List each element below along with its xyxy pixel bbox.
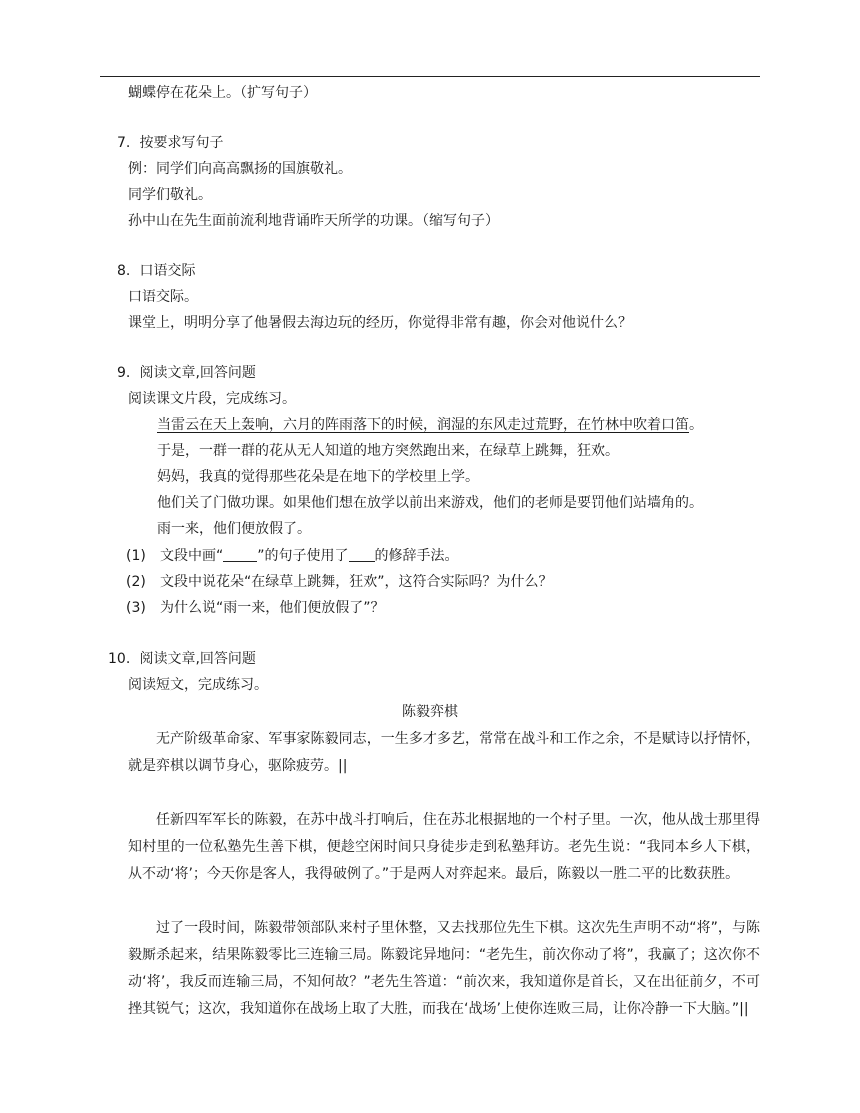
- header-rule: [100, 76, 760, 77]
- article-paragraph: 无产阶级革命家、军事家陈毅同志，一生多才多艺，常常在战斗和工作之余，不是赋诗以抒情怀，就是弈棋以调节身心，驱除疲劳。||: [128, 731, 760, 774]
- q9-intro: 阅读课文片段，完成练习。: [128, 391, 296, 407]
- sub-text: 为什么说“雨一来，他们便放假了”？: [160, 600, 385, 616]
- sub-number: (2): [126, 574, 146, 590]
- sub-text: 文段中说花朵“在绿草上跳舞，狂欢”，这符合实际吗？为什么？: [160, 574, 553, 590]
- answer-blank[interactable]: [349, 547, 375, 562]
- q7-line: 例：同学们向高高飘扬的国旗敬礼。: [128, 161, 352, 177]
- question-8-heading: [117, 261, 195, 281]
- sub-number: (1): [126, 548, 146, 564]
- sub-text: 文段中画“: [160, 548, 224, 564]
- q9-passage-line: 他们关了门做功课。如果他们想在放学以前出来游戏，他们的老师是要罚他们站墙角的。: [157, 495, 703, 511]
- article-paragraph: 过了一段时间，陈毅带领部队来村子里休整，又去找那位先生下棋。这次先生声明不动“将”，与陈毅厮杀起来，结果陈毅零比三连输三局。陈毅诧异地问：“老先生，前次你动了将”，我赢了；这次你不动‘将’，我反而连输三局，不知何故？”老先生答道：“前次来，我知道你是首长，又在出征前夕，不可挫其锐气；这次，我知道你在战场上取了大胜，而我在‘战场’上使你连败三局，让你冷静一下大脑。”||: [128, 920, 760, 1017]
- q9-passage-line: 雨一来，他们便放假了。: [157, 521, 311, 537]
- q9-sub-3: [126, 598, 385, 618]
- question-7-heading: [117, 133, 223, 153]
- q9-sub-1: [126, 546, 459, 566]
- sub-text: ”的句子使用了: [257, 548, 349, 564]
- sentence-end: 。: [689, 417, 703, 433]
- article-paragraph: 任新四军军长的陈毅，在苏中战斗打响后，住在苏北根据地的一个村子里。一次，他从战士那里得知村里的一位私塾先生善下棋，便趁空闲时间只身徒步走到私塾拜访。老先生说：“我同本乡人下棋，从不动‘将’；今天你是客人，我得破例了。”于是两人对弈起来。最后，陈毅以一胜二平的比数获胜。: [128, 812, 760, 882]
- question-number: 9.: [117, 365, 131, 381]
- question-title: 阅读文章,回答问题: [139, 365, 256, 381]
- q7-line: 同学们敬礼。: [128, 187, 212, 203]
- q10-intro: 阅读短文，完成练习。: [128, 677, 268, 693]
- q8-line: 口语交际。: [128, 289, 198, 305]
- question-title: 按要求写句子: [139, 135, 224, 151]
- q7-line: 孙中山在先生面前流利地背诵昨天所学的功课。（缩写句子）: [128, 213, 499, 229]
- question-number: 7.: [117, 135, 131, 151]
- question-number: 10.: [108, 651, 131, 667]
- q9-passage-underlined-line: [157, 415, 703, 435]
- underlined-sentence: 当雷云在天上轰响，六月的阵雨落下的时候，润湿的东风走过荒野，在竹林中吹着口笛: [157, 417, 689, 433]
- header-tail-line: 蝴蝶停在花朵上。（扩写句子）: [128, 85, 317, 101]
- question-title: 口语交际: [139, 263, 196, 279]
- q8-line: 课堂上，明明分享了他暑假去海边玩的经历，你觉得非常有趣，你会对他说什么？: [128, 315, 632, 331]
- answer-blank[interactable]: [223, 547, 257, 562]
- question-9-heading: [117, 363, 256, 383]
- article-title: 陈毅弈棋: [402, 704, 458, 720]
- q9-passage-line: 于是，一群一群的花从无人知道的地方突然跑出来，在绿草上跳舞，狂欢。: [157, 443, 619, 459]
- question-number: 8.: [117, 263, 131, 279]
- question-title: 阅读文章,回答问题: [139, 651, 256, 667]
- q9-passage-line: 妈妈，我真的觉得那些花朵是在地下的学校里上学。: [157, 469, 479, 485]
- question-10-heading: [108, 649, 256, 669]
- sub-text: 的修辞手法。: [374, 548, 459, 564]
- q9-sub-2: [126, 572, 553, 592]
- sub-number: (3): [126, 600, 146, 616]
